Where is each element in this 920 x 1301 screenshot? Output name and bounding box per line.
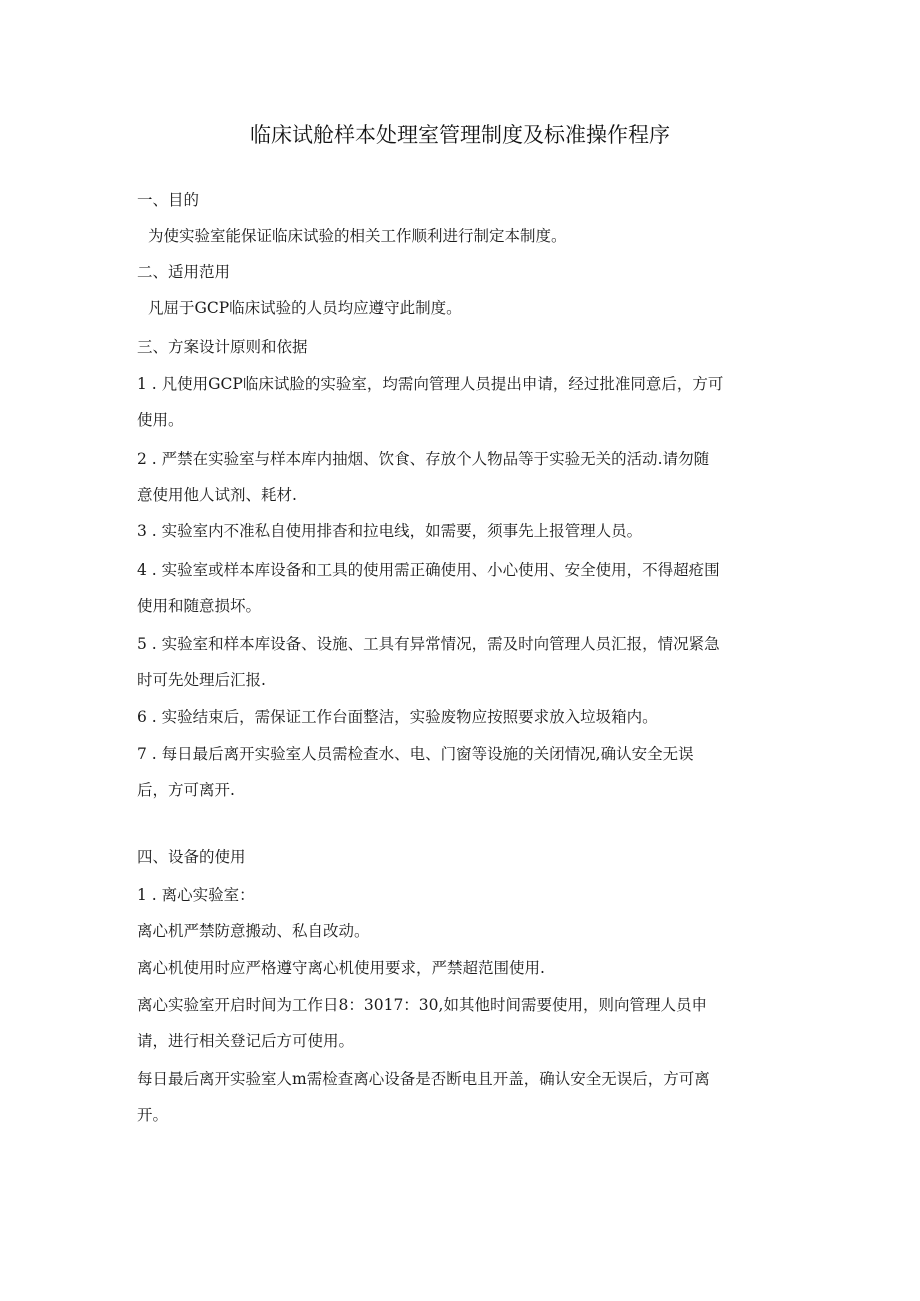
- section-heading-scope: 二、适用范用: [137, 263, 231, 281]
- paragraph-scope: 凡屈于GCP临床试验的人员均应遵守此制度。: [148, 299, 462, 317]
- list-item-2-continued: 意使用他人试剂、耗材.: [137, 486, 297, 504]
- equipment-rule-4-continued: 开。: [137, 1106, 169, 1124]
- list-item-2: 2 . 严禁在实验室与样本库内抽烟、饮食、存放个人物品等于实验无关的活动.请勿随: [137, 450, 710, 468]
- list-item-4-continued: 使用和随意损坏。: [137, 597, 262, 615]
- list-item-4: 4 . 实验室或样本库设备和工具的使用需正确使用、小心使用、安全使用，不得超疮围: [137, 561, 720, 579]
- section-heading-principles: 三、方案设计原则和依据: [137, 338, 308, 356]
- section-heading-purpose: 一、目的: [137, 191, 200, 209]
- equipment-rule-4: 每日最后离开实验室人m需检查离心设备是否断电且开盖，确认安全无误后，方可离: [137, 1070, 710, 1088]
- equipment-rule-2: 离心机使用时应严格遵守离心机使用要求，严禁超范围使用.: [137, 959, 545, 977]
- equipment-rule-1: 离心机严禁防意搬动、私自改动。: [137, 922, 370, 940]
- list-item-1: 1 . 凡使用GCP临床试脸的实验室，均需向管理人员提出申请，经过批准同意后，方可: [137, 375, 724, 393]
- list-item-5-continued: 时可先处理后汇报.: [137, 671, 266, 689]
- equipment-rule-3-continued: 请，进行相关登记后方可使用。: [137, 1032, 355, 1050]
- section-heading-equipment: 四、设备的使用: [137, 848, 246, 866]
- list-item-7-continued: 后，方可离开.: [137, 781, 235, 799]
- list-item-6: 6 . 实验结束后，需保证工作台面整洁，实验废物应按照要求放入垃圾箱内。: [137, 708, 658, 726]
- document-title: 临床试舱样本处理室管理制度及标准操作程序: [250, 123, 670, 147]
- list-item-5: 5 . 实验室和样本库设备、设施、工具有异常情况，需及时向管理人员汇报，情况紧急: [137, 635, 720, 653]
- list-item-1-continued: 使用。: [137, 411, 184, 429]
- list-item-7: 7 . 每日最后离开实验室人员需检查水、电、门窗等设施的关闭情况,确认安全无误: [137, 745, 694, 763]
- list-item-3: 3 . 实验室内不准私自使用排杳和拉电线，如需要，须事先上报管理人员。: [137, 522, 643, 540]
- equipment-item-1: 1 . 离心实验室：: [137, 886, 255, 904]
- paragraph-purpose: 为使实验室能保证临床试验的相关工作顺利进行制定本制度。: [148, 227, 567, 245]
- equipment-rule-3: 离心实验室开启时间为工作日8：3017：30,如其他时间需要使用，则向管理人员申: [137, 996, 707, 1014]
